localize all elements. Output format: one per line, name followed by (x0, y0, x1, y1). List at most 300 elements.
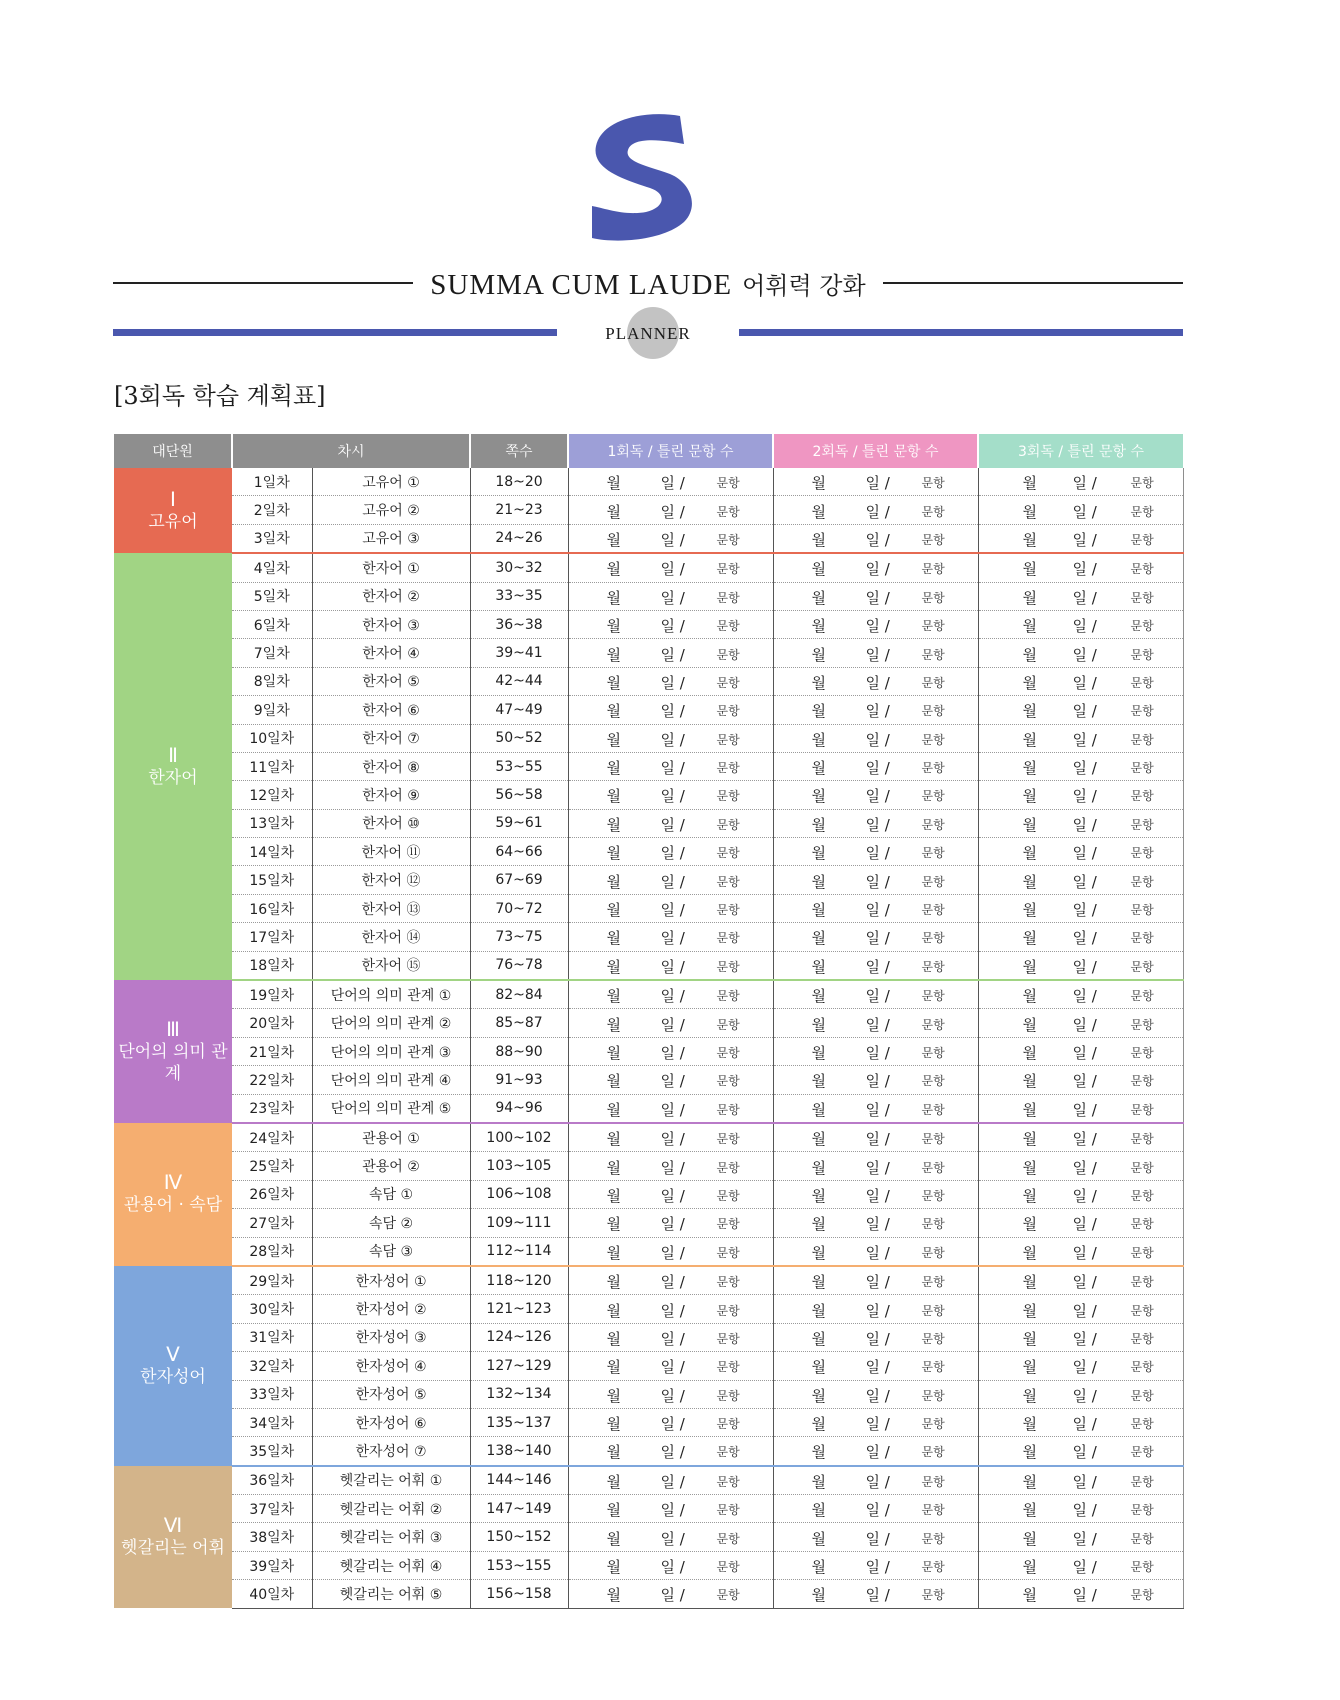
record-slot[interactable] (569, 497, 773, 524)
month-label: 월 (606, 872, 621, 891)
round-3-cell[interactable] (978, 894, 1183, 922)
items-label: 문항 (716, 1474, 740, 1489)
round-2-cell[interactable] (773, 1295, 978, 1323)
round-1-cell[interactable] (568, 1094, 773, 1123)
round-1-cell[interactable] (568, 752, 773, 780)
round-2-cell[interactable] (773, 1580, 978, 1608)
round-3-cell[interactable] (978, 639, 1183, 667)
round-1-cell[interactable] (568, 496, 773, 524)
brand-rule-left (113, 282, 413, 284)
round-3-cell[interactable] (978, 1551, 1183, 1579)
table-row (114, 1266, 1183, 1295)
month-label: 월 (811, 730, 826, 749)
month-label: 월 (1022, 617, 1037, 636)
items-label: 문항 (1130, 1474, 1154, 1489)
record-slot[interactable] (979, 1010, 1183, 1037)
record-slot[interactable] (979, 1437, 1183, 1464)
day-label: 일 / (865, 673, 890, 692)
record-slot[interactable] (569, 1238, 773, 1265)
record-slot[interactable] (774, 497, 978, 524)
round-2-cell[interactable] (773, 866, 978, 894)
round-2-cell[interactable] (773, 752, 978, 780)
record-slot[interactable] (774, 895, 978, 922)
record-slot[interactable] (569, 696, 773, 723)
record-slot[interactable] (774, 611, 978, 638)
record-slot[interactable] (774, 1095, 978, 1122)
round-3-cell[interactable] (978, 1523, 1183, 1551)
record-slot[interactable] (569, 1124, 773, 1151)
round-3-cell[interactable] (978, 1323, 1183, 1351)
round-2-cell[interactable] (773, 1180, 978, 1208)
day-cell: 10일차 (232, 724, 312, 752)
round-1-cell[interactable] (568, 809, 773, 837)
table-row (114, 866, 1183, 894)
record-slot[interactable] (979, 981, 1183, 1008)
round-3-cell[interactable] (978, 524, 1183, 553)
record-slot[interactable] (774, 1381, 978, 1408)
round-3-cell[interactable] (978, 752, 1183, 780)
round-2-cell[interactable] (773, 553, 978, 582)
record-slot[interactable] (569, 1296, 773, 1323)
record-slot[interactable] (569, 1324, 773, 1351)
round-3-cell[interactable] (978, 696, 1183, 724)
record-slot[interactable] (979, 1095, 1183, 1122)
record-slot[interactable] (569, 867, 773, 894)
day-label: 일 / (865, 1072, 890, 1091)
record-slot[interactable] (774, 1352, 978, 1379)
record-slot[interactable] (569, 1209, 773, 1236)
round-1-cell[interactable] (568, 1437, 773, 1466)
month-label: 월 (811, 1358, 826, 1377)
round-1-cell[interactable] (568, 1551, 773, 1579)
items-label: 문항 (716, 1245, 740, 1260)
record-slot[interactable] (569, 923, 773, 950)
record-slot[interactable] (569, 725, 773, 752)
round-1-cell[interactable] (568, 696, 773, 724)
round-3-cell[interactable] (978, 1380, 1183, 1408)
record-slot[interactable] (979, 1324, 1183, 1351)
round-1-cell[interactable] (568, 1266, 773, 1295)
record-slot[interactable] (569, 981, 773, 1008)
round-3-cell[interactable] (978, 1352, 1183, 1380)
record-slot[interactable] (774, 525, 978, 552)
round-1-cell[interactable] (568, 894, 773, 922)
record-slot[interactable] (774, 1238, 978, 1265)
record-slot[interactable] (774, 867, 978, 894)
round-2-cell[interactable] (773, 1551, 978, 1579)
record-slot[interactable] (979, 1038, 1183, 1065)
day-label: 일 / (865, 759, 890, 778)
record-slot[interactable] (774, 1209, 978, 1236)
round-3-cell[interactable] (978, 838, 1183, 866)
round-1-cell[interactable] (568, 724, 773, 752)
day-label: 일 / (660, 987, 685, 1006)
record-slot[interactable] (979, 1552, 1183, 1579)
round-1-cell[interactable] (568, 1237, 773, 1266)
round-2-cell[interactable] (773, 582, 978, 610)
record-slot[interactable] (774, 1296, 978, 1323)
record-slot[interactable] (979, 867, 1183, 894)
record-slot[interactable] (569, 753, 773, 780)
round-1-cell[interactable] (568, 1495, 773, 1523)
record-slot[interactable] (979, 497, 1183, 524)
round-1-cell[interactable] (568, 610, 773, 638)
record-slot[interactable] (774, 1267, 978, 1294)
record-slot[interactable] (569, 1181, 773, 1208)
record-slot[interactable] (569, 952, 773, 979)
record-slot[interactable] (569, 583, 773, 610)
record-slot[interactable] (569, 525, 773, 552)
round-1-cell[interactable] (568, 1037, 773, 1065)
round-3-cell[interactable] (978, 496, 1183, 524)
round-1-cell[interactable] (568, 923, 773, 951)
day-label: 일 / (865, 530, 890, 549)
round-3-cell[interactable] (978, 1266, 1183, 1295)
record-slot[interactable] (569, 895, 773, 922)
items-label: 문항 (921, 1275, 945, 1290)
record-slot[interactable] (569, 1467, 773, 1494)
round-2-cell[interactable] (773, 1209, 978, 1237)
round-1-cell[interactable] (568, 1523, 773, 1551)
round-2-cell[interactable] (773, 610, 978, 638)
round-2-cell[interactable] (773, 781, 978, 809)
record-slot[interactable] (774, 1580, 978, 1607)
round-2-cell[interactable] (773, 696, 978, 724)
record-slot[interactable] (979, 668, 1183, 695)
round-2-cell[interactable] (773, 1237, 978, 1266)
round-2-cell[interactable] (773, 1380, 978, 1408)
record-slot[interactable] (979, 1495, 1183, 1522)
round-3-cell[interactable] (978, 1180, 1183, 1208)
round-2-cell[interactable] (773, 1152, 978, 1180)
record-slot[interactable] (979, 1153, 1183, 1180)
record-slot[interactable] (979, 1467, 1183, 1494)
round-3-cell[interactable] (978, 866, 1183, 894)
items-label: 문항 (921, 476, 945, 491)
record-slot[interactable] (979, 1524, 1183, 1551)
day-label: 일 / (660, 1100, 685, 1119)
round-3-cell[interactable] (978, 980, 1183, 1009)
round-1-cell[interactable] (568, 1009, 773, 1037)
round-1-cell[interactable] (568, 1408, 773, 1436)
record-slot[interactable] (979, 1238, 1183, 1265)
round-3-cell[interactable] (978, 1408, 1183, 1436)
round-1-cell[interactable] (568, 1295, 773, 1323)
items-label: 문항 (921, 761, 945, 776)
record-slot[interactable] (774, 1124, 978, 1151)
round-2-cell[interactable] (773, 1523, 978, 1551)
record-slot[interactable] (774, 1010, 978, 1037)
record-slot[interactable] (979, 1352, 1183, 1379)
record-slot[interactable] (774, 1409, 978, 1436)
record-slot[interactable] (774, 1181, 978, 1208)
day-label: 일 / (1072, 588, 1097, 607)
round-3-cell[interactable] (978, 1209, 1183, 1237)
table-row (114, 1495, 1183, 1523)
round-2-cell[interactable] (773, 1466, 978, 1495)
round-2-cell[interactable] (773, 496, 978, 524)
record-slot[interactable] (774, 668, 978, 695)
record-slot[interactable] (979, 810, 1183, 837)
record-slot[interactable] (979, 781, 1183, 808)
round-3-cell[interactable] (978, 1466, 1183, 1495)
round-2-cell[interactable] (773, 838, 978, 866)
record-slot[interactable] (979, 611, 1183, 638)
pages-cell: 153~155 (470, 1551, 568, 1579)
items-label: 문항 (716, 1160, 740, 1175)
round-2-cell[interactable] (773, 468, 978, 496)
record-slot[interactable] (774, 1467, 978, 1494)
round-2-cell[interactable] (773, 667, 978, 695)
items-label: 문항 (716, 959, 740, 974)
round-1-cell[interactable] (568, 1466, 773, 1495)
record-slot[interactable] (979, 1181, 1183, 1208)
table-row (114, 1237, 1183, 1266)
record-slot[interactable] (569, 1495, 773, 1522)
record-slot[interactable] (979, 1066, 1183, 1093)
round-1-cell[interactable] (568, 781, 773, 809)
items-label: 문항 (716, 1531, 740, 1546)
record-slot[interactable] (979, 838, 1183, 865)
round-1-cell[interactable] (568, 582, 773, 610)
lesson-cell: 단어의 의미 관계 ⑤ (312, 1094, 470, 1123)
day-cell: 25일차 (232, 1152, 312, 1180)
round-3-cell[interactable] (978, 1580, 1183, 1608)
record-slot[interactable] (569, 468, 773, 495)
record-slot[interactable] (774, 1437, 978, 1464)
record-slot[interactable] (774, 923, 978, 950)
month-label: 월 (811, 1586, 826, 1605)
record-slot[interactable] (569, 1409, 773, 1436)
record-slot[interactable] (569, 781, 773, 808)
round-3-cell[interactable] (978, 582, 1183, 610)
record-slot[interactable] (774, 1495, 978, 1522)
pages-cell: 64~66 (470, 838, 568, 866)
record-slot[interactable] (979, 525, 1183, 552)
lesson-cell: 한자어 ⑪ (312, 838, 470, 866)
record-slot[interactable] (774, 1066, 978, 1093)
items-label: 문항 (921, 1074, 945, 1089)
round-2-cell[interactable] (773, 894, 978, 922)
record-slot[interactable] (774, 810, 978, 837)
round-1-cell[interactable] (568, 951, 773, 980)
round-1-cell[interactable] (568, 1380, 773, 1408)
record-slot[interactable] (979, 725, 1183, 752)
round-1-cell[interactable] (568, 980, 773, 1009)
record-slot[interactable] (979, 1580, 1183, 1607)
round-1-cell[interactable] (568, 1123, 773, 1152)
month-label: 월 (606, 1386, 621, 1405)
round-1-cell[interactable] (568, 1323, 773, 1351)
round-3-cell[interactable] (978, 1066, 1183, 1094)
record-slot[interactable] (979, 952, 1183, 979)
record-slot[interactable] (569, 611, 773, 638)
record-slot[interactable] (569, 1352, 773, 1379)
round-3-cell[interactable] (978, 1237, 1183, 1266)
round-1-cell[interactable] (568, 1352, 773, 1380)
items-label: 문항 (921, 959, 945, 974)
record-slot[interactable] (569, 1437, 773, 1464)
record-slot[interactable] (569, 1580, 773, 1607)
day-cell: 21일차 (232, 1037, 312, 1065)
round-1-cell[interactable] (568, 1152, 773, 1180)
round-2-cell[interactable] (773, 1266, 978, 1295)
round-2-cell[interactable] (773, 1009, 978, 1037)
record-slot[interactable] (569, 1038, 773, 1065)
items-label: 문항 (921, 1245, 945, 1260)
record-slot[interactable] (569, 1153, 773, 1180)
table-row (114, 1437, 1183, 1466)
table-row (114, 667, 1183, 695)
month-label: 월 (811, 1558, 826, 1577)
record-slot[interactable] (979, 1124, 1183, 1151)
round-3-cell[interactable] (978, 809, 1183, 837)
day-label: 일 / (1072, 1243, 1097, 1262)
record-slot[interactable] (569, 838, 773, 865)
record-slot[interactable] (569, 668, 773, 695)
record-slot[interactable] (774, 554, 978, 581)
lesson-cell: 헷갈리는 어휘 ④ (312, 1551, 470, 1579)
lesson-cell: 속담 ① (312, 1180, 470, 1208)
record-slot[interactable] (569, 640, 773, 667)
round-2-cell[interactable] (773, 1123, 978, 1152)
record-slot[interactable] (979, 640, 1183, 667)
round-3-cell[interactable] (978, 951, 1183, 980)
record-slot[interactable] (569, 1066, 773, 1093)
day-label: 일 / (865, 1186, 890, 1205)
record-slot[interactable] (569, 1552, 773, 1579)
round-2-cell[interactable] (773, 809, 978, 837)
items-label: 문항 (1130, 1188, 1154, 1203)
round-1-cell[interactable] (568, 553, 773, 582)
record-slot[interactable] (569, 1524, 773, 1551)
round-2-cell[interactable] (773, 1495, 978, 1523)
table-row (114, 524, 1183, 553)
round-2-cell[interactable] (773, 980, 978, 1009)
record-slot[interactable] (774, 981, 978, 1008)
month-label: 월 (811, 588, 826, 607)
round-1-cell[interactable] (568, 524, 773, 553)
record-slot[interactable] (774, 838, 978, 865)
round-3-cell[interactable] (978, 1495, 1183, 1523)
record-slot[interactable] (979, 468, 1183, 495)
col-header-round-3: 3회독 / 틀린 문항 수 (978, 434, 1183, 468)
round-1-cell[interactable] (568, 1209, 773, 1237)
round-1-cell[interactable] (568, 667, 773, 695)
record-slot[interactable] (774, 781, 978, 808)
record-slot[interactable] (774, 1153, 978, 1180)
items-label: 문항 (716, 1017, 740, 1032)
record-slot[interactable] (569, 1010, 773, 1037)
round-3-cell[interactable] (978, 1094, 1183, 1123)
round-3-cell[interactable] (978, 610, 1183, 638)
record-slot[interactable] (979, 583, 1183, 610)
round-3-cell[interactable] (978, 1295, 1183, 1323)
record-slot[interactable] (569, 1095, 773, 1122)
round-1-cell[interactable] (568, 1580, 773, 1608)
record-slot[interactable] (979, 1296, 1183, 1323)
record-slot[interactable] (774, 1552, 978, 1579)
record-slot[interactable] (774, 468, 978, 495)
record-slot[interactable] (979, 753, 1183, 780)
items-label: 문항 (716, 704, 740, 719)
day-label: 일 / (660, 1158, 685, 1177)
record-slot[interactable] (979, 554, 1183, 581)
record-slot[interactable] (979, 1209, 1183, 1236)
round-2-cell[interactable] (773, 724, 978, 752)
round-1-cell[interactable] (568, 639, 773, 667)
record-slot[interactable] (979, 923, 1183, 950)
round-3-cell[interactable] (978, 1037, 1183, 1065)
round-2-cell[interactable] (773, 923, 978, 951)
round-2-cell[interactable] (773, 1094, 978, 1123)
round-2-cell[interactable] (773, 524, 978, 553)
record-slot[interactable] (569, 554, 773, 581)
record-slot[interactable] (774, 1038, 978, 1065)
round-2-cell[interactable] (773, 951, 978, 980)
round-3-cell[interactable] (978, 1437, 1183, 1466)
record-slot[interactable] (774, 1324, 978, 1351)
round-3-cell[interactable] (978, 553, 1183, 582)
record-slot[interactable] (979, 895, 1183, 922)
round-2-cell[interactable] (773, 1323, 978, 1351)
round-3-cell[interactable] (978, 724, 1183, 752)
record-slot[interactable] (774, 753, 978, 780)
round-1-cell[interactable] (568, 1066, 773, 1094)
round-2-cell[interactable] (773, 1037, 978, 1065)
record-slot[interactable] (774, 696, 978, 723)
round-1-cell[interactable] (568, 866, 773, 894)
round-1-cell[interactable] (568, 468, 773, 496)
month-label: 월 (811, 530, 826, 549)
record-slot[interactable] (774, 640, 978, 667)
items-label: 문항 (1130, 1445, 1154, 1460)
pages-cell: 21~23 (470, 496, 568, 524)
round-3-cell[interactable] (978, 923, 1183, 951)
record-slot[interactable] (979, 1381, 1183, 1408)
record-slot[interactable] (569, 1267, 773, 1294)
round-2-cell[interactable] (773, 1066, 978, 1094)
record-slot[interactable] (979, 1267, 1183, 1294)
round-2-cell[interactable] (773, 1437, 978, 1466)
round-3-cell[interactable] (978, 1123, 1183, 1152)
round-1-cell[interactable] (568, 838, 773, 866)
round-3-cell[interactable] (978, 667, 1183, 695)
record-slot[interactable] (569, 1381, 773, 1408)
round-3-cell[interactable] (978, 1009, 1183, 1037)
day-cell: 7일차 (232, 639, 312, 667)
round-3-cell[interactable] (978, 781, 1183, 809)
round-3-cell[interactable] (978, 468, 1183, 496)
record-slot[interactable] (774, 725, 978, 752)
table-row (114, 1295, 1183, 1323)
record-slot[interactable] (569, 810, 773, 837)
items-label: 문항 (1130, 1017, 1154, 1032)
record-slot[interactable] (774, 1524, 978, 1551)
round-2-cell[interactable] (773, 1352, 978, 1380)
record-slot[interactable] (979, 696, 1183, 723)
pages-cell: 147~149 (470, 1495, 568, 1523)
record-slot[interactable] (774, 952, 978, 979)
record-slot[interactable] (979, 1409, 1183, 1436)
record-slot[interactable] (774, 583, 978, 610)
round-2-cell[interactable] (773, 639, 978, 667)
round-2-cell[interactable] (773, 1408, 978, 1436)
month-label: 월 (606, 957, 621, 976)
round-1-cell[interactable] (568, 1180, 773, 1208)
table-row (114, 468, 1183, 496)
round-3-cell[interactable] (978, 1152, 1183, 1180)
